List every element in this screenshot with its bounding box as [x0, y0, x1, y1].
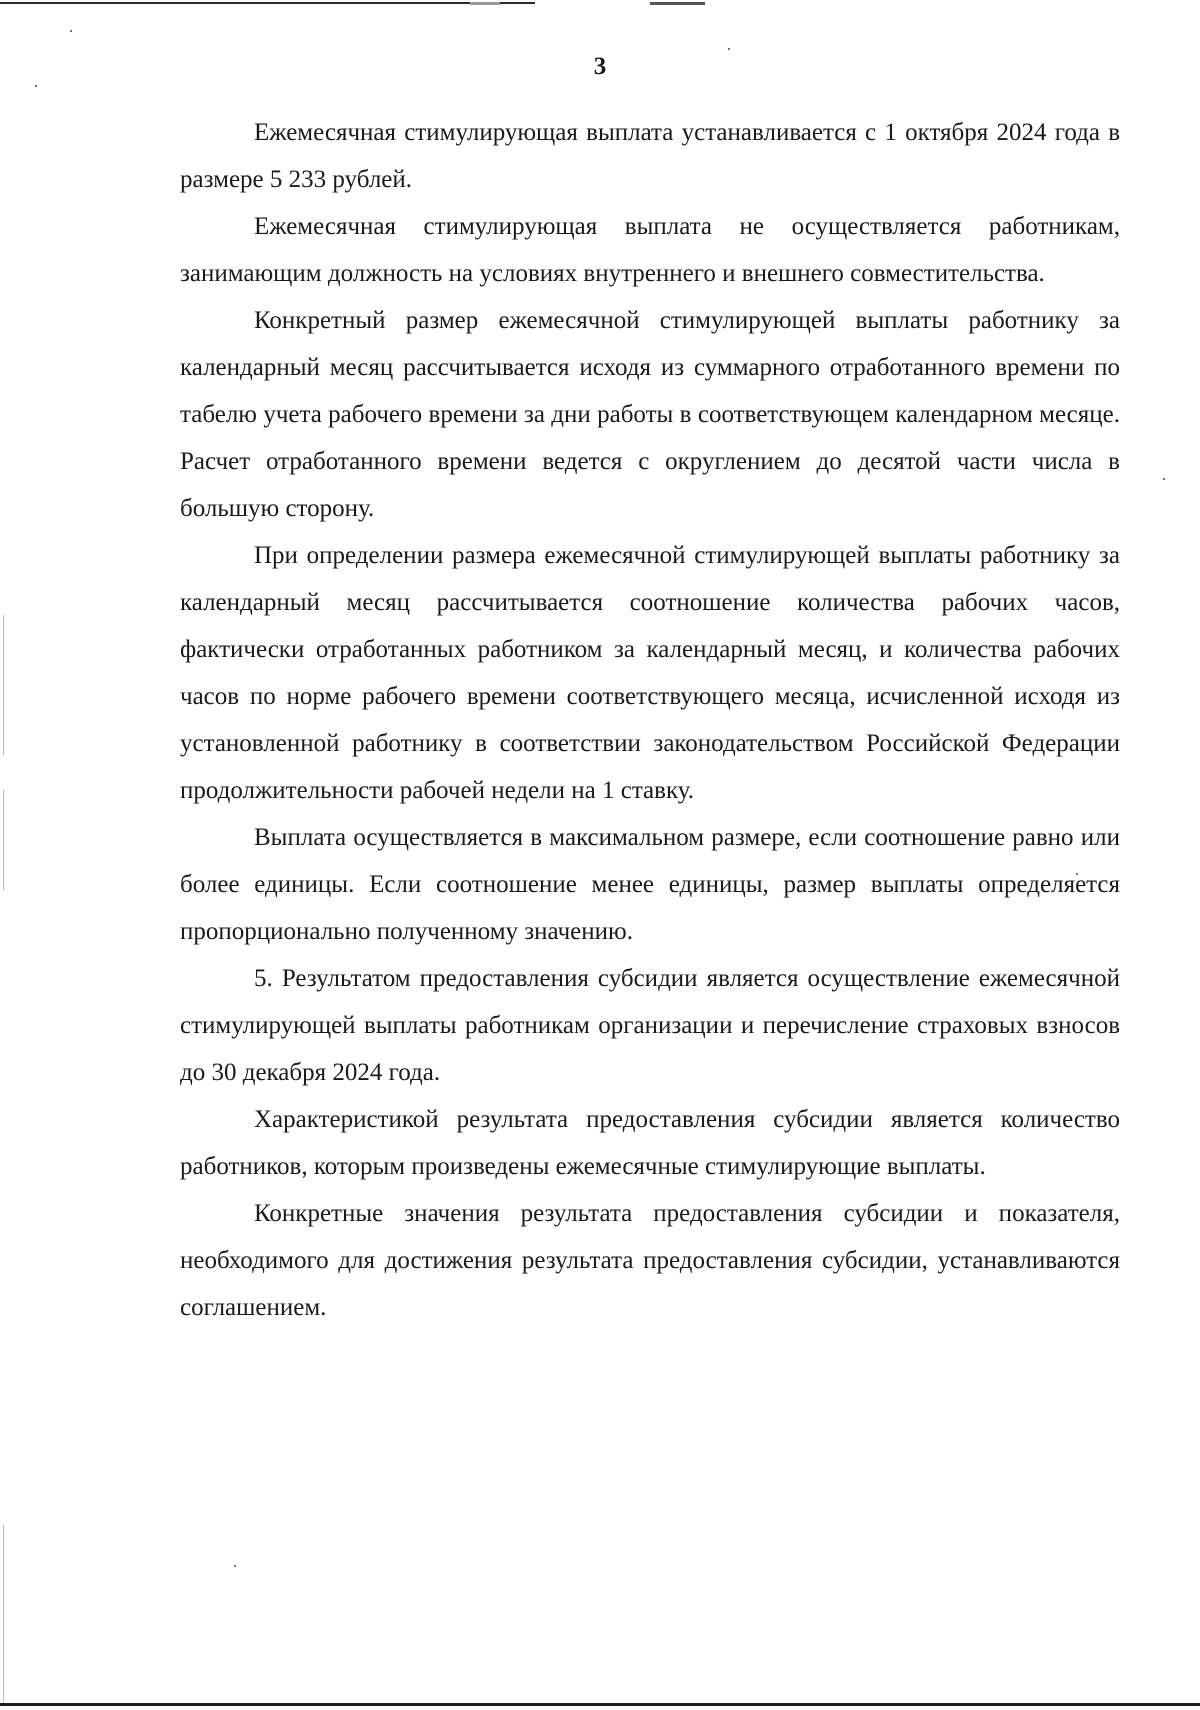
- scan-left-edge: [3, 615, 4, 755]
- scan-speck: [35, 85, 37, 87]
- scan-bottom-border: [0, 1703, 1200, 1706]
- document-body: [180, 109, 1120, 1331]
- paragraph-result: 5. Результатом предоставления субсидии является осуществление ежемесячной стимулирующей выплаты работникам организации и перечисление страховых взносов до 30 декабря 2024 года.: [180, 965, 1120, 1086]
- scan-speck: [1163, 478, 1165, 480]
- scan-left-edge: [3, 1525, 4, 1705]
- paragraph-characteristic: Характеристикой результата предоставления субсидии является количество работников, которым произведены ежемесячные стимулирующие выплаты.: [180, 1106, 1120, 1180]
- paragraph-payment-amount: Ежемесячная стимулирующая выплата устанавливается с 1 октября 2024 года в размере 5 233 рублей.: [180, 119, 1120, 193]
- paragraph-maximum: Выплата осуществляется в максимальном размере, если соотношение равно или более единицы. Если соотношение менее единицы, размер выплаты определяется пропорционально полученному значению.: [180, 824, 1120, 945]
- scan-speck: [234, 1565, 236, 1567]
- scan-top-border: [0, 2, 535, 4]
- paragraph-exclusion: Ежемесячная стимулирующая выплата не осуществляется работникам, занимающим должность на условиях внутреннего и внешнего совместительства.: [180, 213, 1120, 287]
- paragraph-ratio: При определении размера ежемесячной стимулирующей выплаты работнику за календарный месяц рассчитывается соотношение количества рабочих часов, фактически отработанных работником за календарный месяц, и количества рабочих часов по норме рабочего времени соответствующего месяца, исчисленной исходя из установленной работнику в соответствии законодательством Российской Федерации продолжительности рабочей недели на 1 ставку.: [180, 542, 1120, 804]
- paragraph-calculation: Конкретный размер ежемесячной стимулирующей выплаты работнику за календарный месяц рассчитывается исходя из суммарного отработанного времени по табелю учета рабочего времени за дни работы в соответствующем календарном месяце. Расчет отработанного времени ведется с округлением до десятой части числа в большую сторону.: [180, 307, 1120, 522]
- paragraph-agreement: Конкретные значения результата предоставления субсидии и показателя, необходимого для достижения результата предоставления субсидии, устанавливаются соглашением.: [180, 1200, 1120, 1321]
- scan-top-mark: [470, 2, 500, 5]
- scan-top-mark: [650, 2, 705, 5]
- page-number: 3: [593, 53, 607, 80]
- scan-speck: [728, 48, 730, 50]
- scan-left-edge: [3, 790, 4, 890]
- scan-speck: [70, 30, 72, 32]
